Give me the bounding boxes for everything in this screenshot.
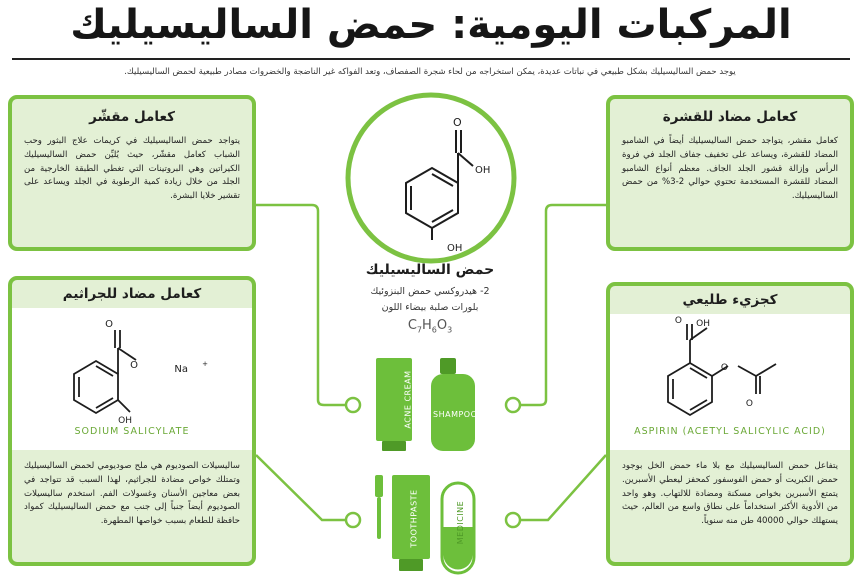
exfoliant-text: يتواجد حمض الساليسيليك في كريمات علاج البثور وحب الشباب كعامل مقشّر، حيث يُليِّن حمض الساليسيليك الكيراتين وهي البروتينات التي تغطي الطبقة الخارجية من الجلد من خلال زيادة كمية الرطوبة في الجلد ويساعد على تقشير خلايا البشرة. <box>24 136 240 201</box>
connector-dot-right-bottom <box>506 513 520 527</box>
molecular-formula <box>330 318 530 335</box>
toothbrush-icon <box>375 475 383 539</box>
formula-o-count: 3 <box>447 325 453 335</box>
anti-dandruff-text: كعامل مقشر، يتواجد حمض الساليسيليك أيضاً في الشامبو المضاد للقشرة، ويساعد على تخفيف جفاف الجلد في فروة الرأس وإزالة قشور الجلد الجاف. معظم أنواع الشامبو المضاد للقشرة المستخدمة تحتوي حوالي 2-3% من حمض الساليسيليك. <box>622 136 838 201</box>
toothpaste-label: TOOTHPASTE <box>409 489 419 548</box>
precursor-box <box>606 282 854 566</box>
formula-h: H <box>421 318 432 333</box>
sodium-oh-label: OH <box>118 416 132 426</box>
molecule-oh-label: OH <box>475 165 491 176</box>
sodium-na-label: Na <box>174 364 188 375</box>
compound-iupac: 2- هيدروكسي حمض البنزوئيك <box>370 286 490 297</box>
compound-appearance: بلورات صلبة بيضاء اللون <box>381 302 479 313</box>
molecule-oh-label-2: OH <box>447 243 463 254</box>
connector-natural <box>520 455 606 520</box>
aspirin-carbonyl-o-label: O <box>745 399 753 409</box>
svg-text:+: + <box>202 360 208 368</box>
aspirin-oh-label: OH <box>696 319 710 329</box>
shampoo-bottle-icon <box>431 358 478 451</box>
connector-dot-right-top <box>506 398 520 412</box>
page-title: المركبات اليومية: حمض الساليسيليك <box>70 2 792 48</box>
antibacterial-text: ساليسيلات الصوديوم هي ملح صوديومي لحمض الساليسيليك وتمتلك خواص مضادة للجراثيم، لهذا السبب قد تتواجد في بعض معاجين الأسنان وغسولات الفم. استخدم ساليسيلات الصوديوم أيضاً جنباً إلى جنب مع حمض الساليسيليك كمواد حافظة للطعام بسبب خواصها المطهرة. <box>24 461 240 526</box>
aspirin-caption: ASPIRIN (ACETYL SALICYLIC ACID) <box>634 426 826 437</box>
formula-c-count: 7 <box>416 325 422 335</box>
aspirin-ester-o-label: O <box>720 363 728 373</box>
acne-cream-label: ACNE CREAM <box>403 370 413 429</box>
product-illustrations <box>370 355 500 577</box>
connector-dot-left-top <box>346 398 360 412</box>
connector-antibacterial <box>256 455 346 520</box>
connector-skin <box>520 205 606 405</box>
sodium-salicylate-caption: SODIUM SALICYLATE <box>74 426 190 437</box>
molecule-o-label: O <box>453 116 462 129</box>
anti-dandruff-title: كعامل مضاد للقشرة <box>662 109 798 125</box>
anti-dandruff-box <box>606 95 854 251</box>
precursor-title: كجزيء طليعي <box>682 292 778 308</box>
aspirin-o-label: O <box>674 316 682 326</box>
sodium-salicylate-panel <box>12 308 252 450</box>
shampoo-label: SHAMPOO <box>433 410 478 419</box>
antibacterial-box <box>8 276 256 566</box>
sodium-o-minus-label: O <box>130 360 138 371</box>
sodium-o-label: O <box>105 319 113 330</box>
aspirin-panel <box>610 314 850 450</box>
intro-text: يوجد حمض الساليسيليك بشكل طبيعي في نباتات عديدة، يمكن استخراجه من لحاء شجرة الصفصاف، وتعد الفواكه غير الناضجة والخضروات مصادر طبيعية لحمض الساليسيليك. <box>124 67 736 77</box>
formula-o: O <box>436 318 448 333</box>
connector-dot-left-bottom <box>346 513 360 527</box>
precursor-text: يتفاعل حمض الساليسيليك مع بلا ماء حمض الخل بوجود حمض الكبريت أو حمض الفوسفور كمحفز ليعطي الأسبرين. يتمتع الأسبرين بخواص مسكنة ومضادة للالتهاب. وهو واحد من الأدوية الأكثر استخداماً على نطاق واسع من العالم، حيث يستهلك حوالي 40000 طن منه سنوياً. <box>622 461 838 526</box>
antibacterial-title: كعامل مضاد للجراثيم <box>62 286 202 302</box>
formula-c: C <box>407 318 417 333</box>
compound-name: حمض الساليسيليك <box>365 262 495 278</box>
medicine-label: MEDICINE <box>456 500 466 545</box>
salicylic-acid-molecule <box>343 90 519 266</box>
exfoliant-box <box>8 95 256 251</box>
formula-h-count: 6 <box>431 325 437 335</box>
exfoliant-title: كعامل مقشّر <box>89 109 175 125</box>
